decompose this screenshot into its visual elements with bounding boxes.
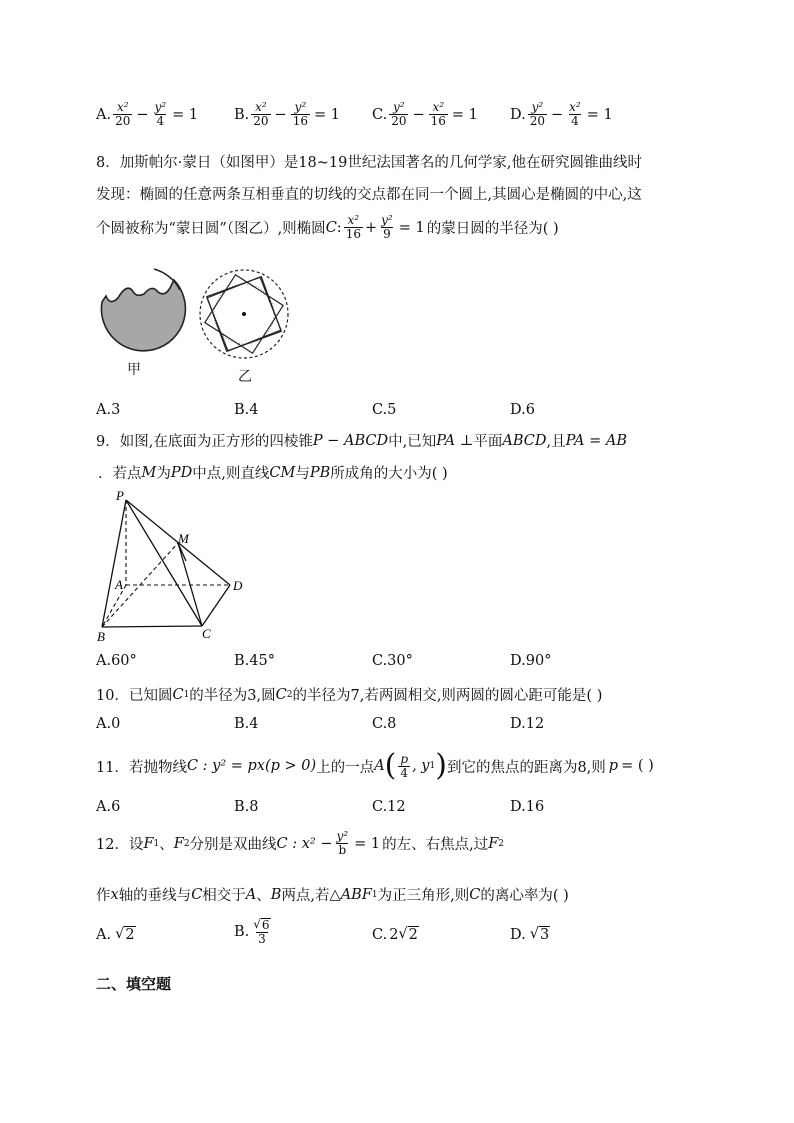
label-m: M <box>178 531 189 546</box>
fraction <box>251 101 270 128</box>
q8-line-3 <box>96 214 559 241</box>
q11-option-b[interactable]: B.8 <box>234 799 259 815</box>
math-expr: △ABF <box>329 886 372 903</box>
label-d: D <box>233 578 243 593</box>
q12-option-d[interactable] <box>510 926 550 943</box>
math-expr: (p > 0) <box>264 758 317 774</box>
q8-line-1: 8．加斯帕尔·蒙日（如图甲）是18~19世纪法国著名的几何学家,他在研究圆锥曲线时 <box>96 155 642 171</box>
q7-option-a[interactable] <box>96 101 200 128</box>
figure-yi-shape <box>199 269 289 359</box>
option-label: C. <box>372 106 388 123</box>
denominator: 20 <box>115 114 131 128</box>
math-expr: PA ⊥ <box>436 432 474 449</box>
left-paren: ( <box>384 748 397 783</box>
label-c: C <box>202 626 211 641</box>
sqrt: √ 2 <box>115 926 135 943</box>
denominator: 20 <box>253 114 269 128</box>
subscript: 1 <box>429 761 436 771</box>
q11-option-c[interactable]: C.12 <box>372 799 406 815</box>
q9-option-a[interactable]: A.60° <box>96 653 137 669</box>
option-label: A. <box>96 926 112 943</box>
text: = ( ) <box>621 758 654 774</box>
math-var: M <box>141 464 157 481</box>
math-var: C <box>469 886 481 903</box>
option-label: C. <box>372 926 388 943</box>
fraction <box>528 101 547 128</box>
math-expr: PA = AB <box>565 432 627 449</box>
q8-line-2: 发现：椭圆的任意两条互相垂直的切线的交点都在同一个圆上,其圆心是椭圆的中心,这 <box>96 187 642 203</box>
q8-option-a[interactable]: A.3 <box>96 402 121 418</box>
math-var: A <box>245 886 257 903</box>
text: ,且 <box>546 434 566 450</box>
sqrt: √ 2 <box>398 926 418 943</box>
radicand: 6 <box>261 918 270 932</box>
q11-option-a[interactable]: A.6 <box>96 799 121 815</box>
denominator: 3 <box>258 932 266 946</box>
q8-option-c[interactable]: C.5 <box>372 402 397 418</box>
text: 所成角的大小为( ) <box>330 466 448 482</box>
q9-option-c[interactable]: C.30° <box>372 653 413 669</box>
numerator: y² <box>531 100 544 114</box>
numerator: x² <box>116 100 129 114</box>
subscript: 1 <box>183 689 190 700</box>
math-var: F <box>143 835 154 852</box>
numerator: y² <box>381 213 393 227</box>
q9-option-d[interactable]: D.90° <box>510 653 552 669</box>
section-heading-fill-in: 二、填空题 <box>96 975 172 993</box>
text: 的蒙日圆的半径为( ) <box>426 221 559 237</box>
text: 两点,若 <box>281 888 330 904</box>
math-colon: : <box>336 219 342 236</box>
fraction <box>153 101 169 128</box>
text: 中,已知 <box>388 434 437 450</box>
fraction <box>113 101 132 128</box>
q10-option-d[interactable]: D.12 <box>510 716 545 732</box>
text: 11．若抛物线 <box>96 759 187 776</box>
fraction <box>335 830 351 857</box>
math-var: C <box>191 886 203 903</box>
option-label: B. <box>234 106 250 123</box>
subscript: 2 <box>498 838 504 849</box>
text: 个圆被称为“蒙日圆”（图乙）,则椭圆 <box>96 221 326 237</box>
subscript: 1 <box>153 838 160 849</box>
operator: − <box>412 106 425 123</box>
text: 平面 <box>473 434 503 450</box>
equation-tail: = 1 <box>313 106 340 123</box>
numerator: y² <box>336 829 349 843</box>
fraction <box>251 918 272 946</box>
text: 的半径为7,若两圆相交,则两圆的圆心距可能是( ) <box>292 688 603 704</box>
fraction <box>291 101 310 128</box>
radicand: 2 <box>125 927 135 943</box>
edge-cd <box>202 585 230 626</box>
q8-figures <box>92 262 302 382</box>
denominator: 4 <box>571 114 579 128</box>
math-expr: ABCD <box>502 432 547 449</box>
math-var: C <box>325 219 337 236</box>
option-label: B. <box>234 924 250 940</box>
label-b: B <box>97 629 105 644</box>
option-label: D. <box>510 106 526 123</box>
operator: − <box>274 106 287 123</box>
numerator: y² <box>154 100 167 114</box>
subscript: 2 <box>286 689 293 700</box>
q8-option-b[interactable]: B.4 <box>234 402 259 418</box>
q12-line-2 <box>96 884 569 905</box>
edge-pb <box>102 500 126 627</box>
text: 作 <box>96 888 111 904</box>
math-expr: C : x² − <box>276 835 333 852</box>
numerator: x² <box>569 100 581 114</box>
figure-jia-caption: 甲 <box>127 362 141 378</box>
label-p: P <box>116 488 124 503</box>
math-var: PD <box>170 464 193 481</box>
denominator: 4 <box>400 765 409 780</box>
text: 相交于 <box>202 888 246 904</box>
text: ．若点 <box>98 466 142 482</box>
fraction <box>344 214 363 241</box>
text: 9．如图,在底面为正方形的四棱锥 <box>96 434 313 450</box>
denominator: 16 <box>430 114 446 128</box>
text: 12．设 <box>96 837 144 853</box>
math-var: B <box>270 886 282 903</box>
text: 、 <box>159 837 174 853</box>
text: 中点,则直线 <box>192 466 270 482</box>
math-var: F <box>488 835 499 852</box>
numerator: y² <box>294 100 307 114</box>
math-var: C <box>172 686 184 703</box>
numerator: x² <box>432 100 445 114</box>
edge-pc <box>126 500 202 626</box>
q10-option-b[interactable]: B.4 <box>234 716 259 732</box>
subscript: 2 <box>183 838 190 849</box>
q10-option-c[interactable]: C.8 <box>372 716 397 732</box>
numerator: x² <box>347 213 360 227</box>
q9-line-1 <box>96 430 627 451</box>
fraction <box>389 101 408 128</box>
coefficient: 2 <box>389 926 399 943</box>
text: 的半径为3,圆 <box>189 688 276 704</box>
q12-line-1 <box>96 830 504 857</box>
math-var: F <box>173 835 184 852</box>
text: 上的一点 <box>316 759 375 776</box>
q7-option-d[interactable] <box>510 101 615 128</box>
q12-option-a[interactable] <box>96 926 136 943</box>
text: 到它的焦点的距离为8,则 <box>446 759 606 776</box>
q9-line-2 <box>98 462 448 483</box>
option-label: D. <box>510 926 526 943</box>
q8-option-d[interactable]: D.6 <box>510 402 535 418</box>
denominator: 16 <box>292 114 308 128</box>
sqrt: √ 6 <box>253 917 270 932</box>
equation-tail: = 1 <box>398 219 425 236</box>
q7-option-b[interactable] <box>234 101 342 128</box>
q11-line <box>96 748 654 784</box>
math-var: , y <box>412 758 430 774</box>
equation-tail: = 1 <box>451 106 478 123</box>
math-var: C <box>275 686 287 703</box>
q11-option-d[interactable]: D.16 <box>510 799 545 815</box>
option-label: A. <box>96 106 112 123</box>
math-expr: C : y² = px <box>186 758 265 774</box>
q7-option-c[interactable] <box>372 101 480 128</box>
text: 为 <box>156 466 171 482</box>
math-var: CM <box>269 464 296 481</box>
denominator: 16 <box>345 227 361 241</box>
text: 分别是双曲线 <box>189 837 277 853</box>
text: 轴的垂线与 <box>118 888 192 904</box>
q9-pyramid-figure <box>94 486 264 646</box>
denominator: 9 <box>383 227 391 241</box>
math-var: x <box>110 886 119 903</box>
math-var: A <box>374 758 385 774</box>
label-a: A <box>115 577 123 592</box>
denominator: b <box>338 843 347 857</box>
radicand: 2 <box>408 927 418 943</box>
denominator: 20 <box>391 114 407 128</box>
q12-option-b[interactable] <box>234 918 275 946</box>
equation-tail: = 1 <box>172 106 199 123</box>
figure-yi-caption: 乙 <box>238 369 252 385</box>
operator: − <box>551 106 564 123</box>
subscript: 1 <box>371 889 378 900</box>
equation-tail: = 1 <box>586 106 613 123</box>
radicand: 3 <box>539 927 550 943</box>
text: 10．已知圆 <box>96 688 173 704</box>
edge-bm <box>102 543 178 627</box>
numerator: x² <box>255 100 267 114</box>
denominator: 4 <box>156 114 165 128</box>
fraction <box>429 101 448 128</box>
denominator: 20 <box>529 114 545 128</box>
q12-option-c[interactable] <box>372 926 419 943</box>
math-expr: P − ABCD <box>312 432 389 449</box>
numerator: p <box>400 751 409 766</box>
equation-tail: = 1 <box>354 835 381 852</box>
numerator: y² <box>393 100 405 114</box>
fraction <box>398 753 410 780</box>
q9-option-b[interactable]: B.45° <box>234 653 275 669</box>
figure-jia-shape <box>101 280 185 351</box>
right-paren: ) <box>435 748 447 783</box>
edge-bc <box>102 626 202 627</box>
text: 的离心率为( ) <box>480 888 569 904</box>
q10-option-a[interactable]: A.0 <box>96 716 121 732</box>
fraction <box>379 214 395 241</box>
math-var: PB <box>309 464 331 481</box>
text: 为正三角形,则 <box>377 888 470 904</box>
operator: + <box>364 219 378 236</box>
text: 的左、右焦点,过 <box>382 837 489 853</box>
sqrt: √ 3 <box>529 926 550 943</box>
text: 与 <box>295 466 310 482</box>
text: 、 <box>256 888 271 904</box>
operator: − <box>136 106 149 123</box>
q10-line <box>96 684 602 705</box>
math-var: p <box>608 758 619 774</box>
fraction <box>567 101 583 128</box>
